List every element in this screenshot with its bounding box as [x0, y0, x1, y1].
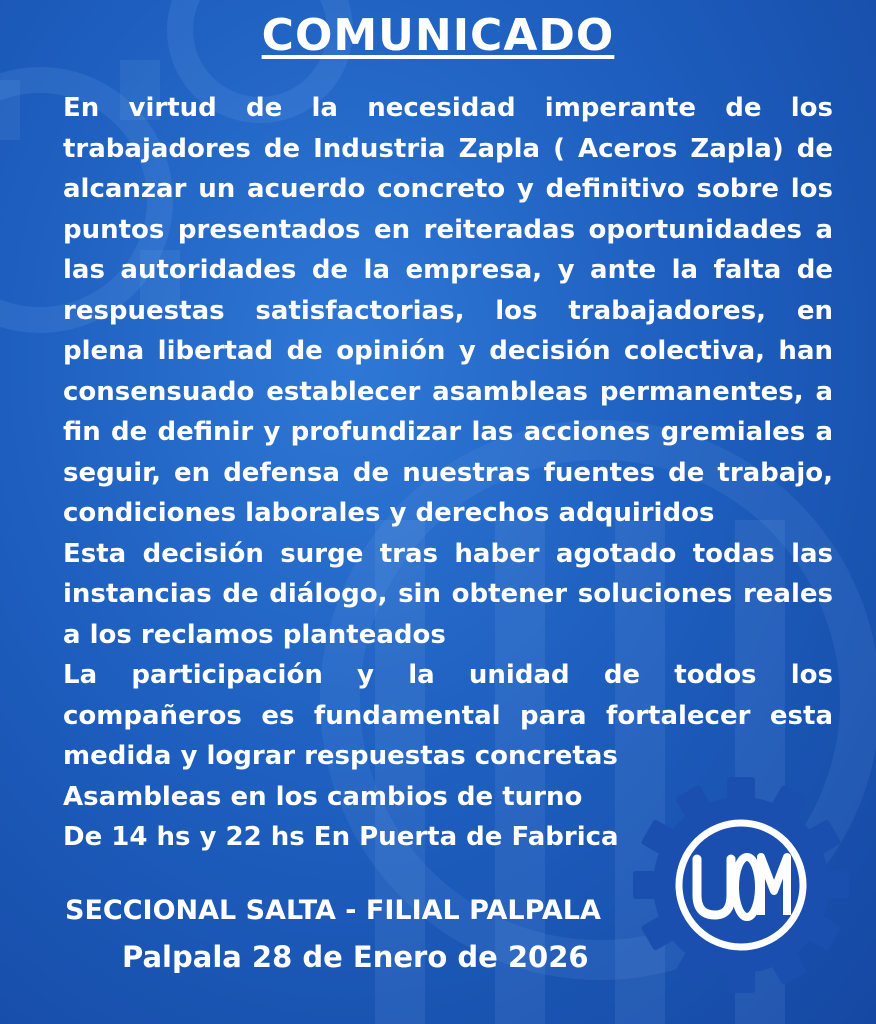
communique-body	[63, 88, 833, 858]
signature-branch: SECCIONAL SALTA - FILIAL PALPALA	[65, 895, 601, 926]
paragraph-3: La participación y la unidad de todos los compañeros es fundamental para fortalecer esta medida y lograr respuestas concretas	[63, 660, 833, 771]
paragraph-2: Esta decisión surge tras haber agotado todas las instancias de diálogo, sin obtener soluciones reales a los reclamos planteados	[63, 538, 833, 650]
uom-gear-logo-icon	[632, 776, 850, 994]
assembly-schedule: Asambleas en los cambios de turno	[63, 781, 583, 812]
paragraph-1: En virtud de la necesidad imperante de los trabajadores de Industria Zapla ( Aceros Zapla) de alcanzar un acuerdo concreto y definitivo sobre los puntos presentados en reiteradas oportunidades a las autoridades de la empresa, y ante la falta de respuestas satisfactorias, los trabajadores, en plena libertad de opinión y decisión colectiva, han consensuado establecer asambleas permanentes, a fin de definir y profundizar las acciones gremiales a seguir, en defensa de nuestras fuentes de trabajo, condiciones laborales y derechos adquiridos	[63, 93, 833, 528]
signature-date: Palpala 28 de Enero de 2026	[122, 940, 589, 974]
page-title: COMUNICADO	[261, 10, 615, 61]
assembly-time-place: De 14 hs y 22 hs En Puerta de Fabrica	[63, 822, 619, 852]
